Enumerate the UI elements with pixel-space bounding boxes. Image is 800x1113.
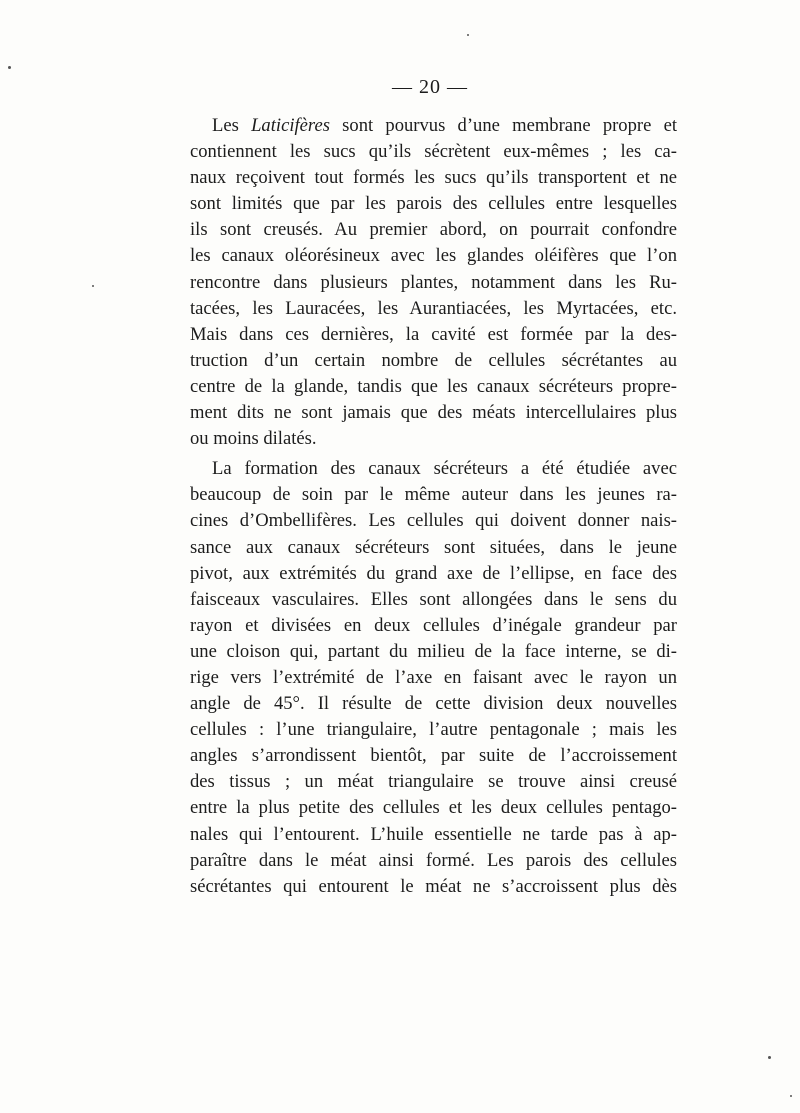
text-line: ou moins dilatés. [190,428,317,450]
text-line [190,113,677,139]
italic-term: Laticifères [251,115,330,136]
paper-speck [467,34,469,36]
paper-speck [92,285,94,287]
text-line: des tissus ; un méat triangulaire se trouve ainsi creusé [190,771,677,793]
page-number: — 20 — [392,76,468,98]
paper-speck [790,1095,792,1097]
paragraph-1 [190,113,677,452]
text-line: pivot, aux extrémités du grand axe de l’ellipse, en face des [190,562,677,584]
paragraph-2 [190,456,677,900]
text-line: angles s’arrondissent bientôt, par suite de l’accroissement [190,745,677,767]
text-line: truction d’un certain nombre de cellules sécrétantes au [190,349,677,371]
body-text [190,113,677,900]
text-run: Les [212,115,252,136]
text-line: La formation des canaux sécréteurs a été étudiée avec [212,458,677,480]
text-line: angle de 45°. Il résulte de cette division deux nouvelles [190,693,677,715]
text-line: centre de la glande, tandis que les canaux sécréteurs propre- [190,375,677,397]
text-line: cellules : l’une triangulaire, l’autre pentagonale ; mais les [190,719,677,741]
text-line: paraître dans le méat ainsi formé. Les parois des cellules [190,849,677,871]
text-line: rige vers l’extrémité de l’axe en faisant avec le rayon un [190,666,677,688]
text-line: rayon et divisées en deux cellules d’inégale grandeur par [190,614,677,636]
paper-speck [768,1056,771,1059]
text-line: sance aux canaux sécréteurs sont situées, dans le jeune [190,536,677,558]
text-line: tacées, les Lauracées, les Aurantiacées, les Myrtacées, etc. [190,297,677,319]
text-line: une cloison qui, partant du milieu de la face interne, se di- [190,640,677,662]
paper-speck [8,66,11,69]
text-line: naux reçoivent tout formés les sucs qu’ils transportent et ne [190,167,677,189]
text-line: Mais dans ces dernières, la cavité est formée par la des- [190,323,677,345]
text-line: cines d’Ombellifères. Les cellules qui doivent donner nais- [190,510,677,532]
text-line: sécrétantes qui entourent le méat ne s’accroissent plus dès [190,875,677,897]
text-line: les canaux oléorésineux avec les glandes oléifères que l’on [190,245,677,267]
text-line: ils sont creusés. Au premier abord, on pourrait confondre [190,219,677,241]
text-run: sont pourvus d’une membrane propre et [329,115,677,136]
text-line: rencontre dans plusieurs plantes, notamment dans les Ru- [190,271,677,293]
text-line: faisceaux vasculaires. Elles sont allongées dans le sens du [190,588,677,610]
text-line: entre la plus petite des cellules et les deux cellules pentago- [190,797,677,819]
text-line: contiennent les sucs qu’ils sécrètent eux-mêmes ; les ca- [190,141,677,163]
text-line: ment dits ne sont jamais que des méats intercellulaires plus [190,402,677,424]
text-line: nales qui l’entourent. L’huile essentielle ne tarde pas à ap- [190,823,677,845]
text-line: sont limités que par les parois des cellules entre lesquelles [190,193,677,215]
text-line: beaucoup de soin par le même auteur dans les jeunes ra- [190,484,677,506]
